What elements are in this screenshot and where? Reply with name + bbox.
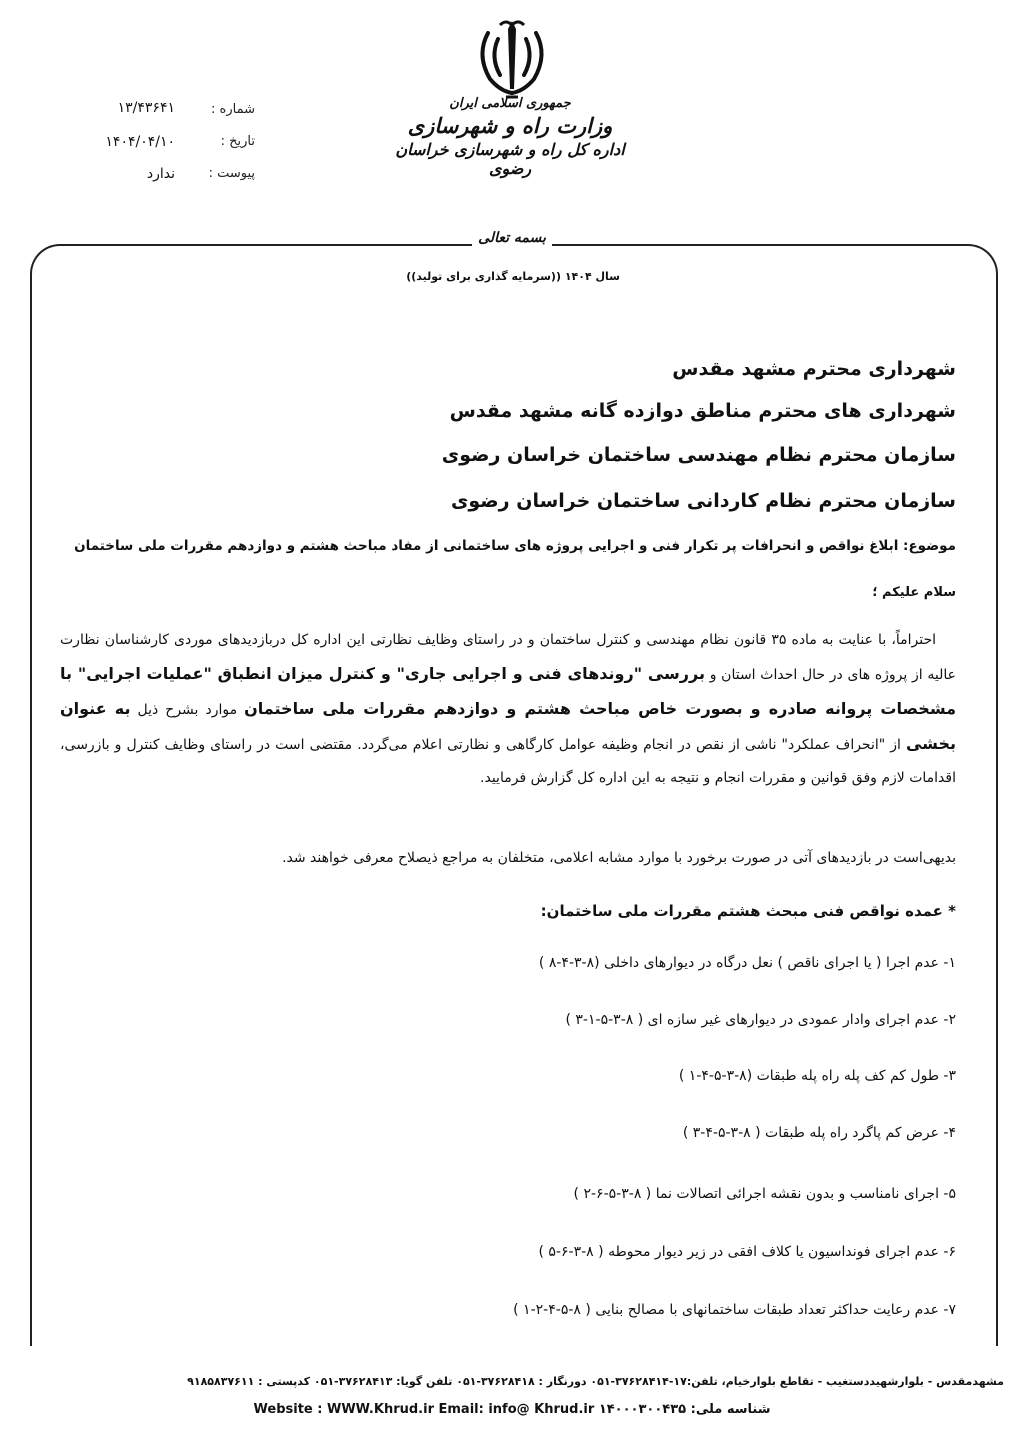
recipient-3: سازمان محترم نظام مهندسی ساختمان خراسان رضوی: [441, 444, 956, 466]
footer-web: Website : WWW.Khrud.ir Email: info@ Khrud.ir: [253, 1402, 595, 1417]
year-slogan: سال ۱۴۰۴ ((سرمایه گذاری برای تولید)): [406, 270, 620, 283]
date-value: ۱۴۰۴/۰۴/۱۰: [105, 134, 175, 150]
body-paragraph-2: بدیهی‌است در بازدیدهای آتی در صورت برخورد با موارد مشابه اعلامی، متخلفان به مراجع ذیصلاح معرفی خواهند شد.: [282, 850, 956, 866]
footer-contact: [20, 1402, 1004, 1417]
organization-block: [390, 96, 630, 178]
attachment-value: ندارد: [146, 166, 175, 182]
defect-item-3: ۳- طول کم کف پله راه پله طبقات (۸-۳-۵-۴-۱ ): [678, 1068, 956, 1084]
recipient-4: سازمان محترم نظام کاردانی ساختمان خراسان رضوی: [450, 490, 956, 512]
recipient-1: شهرداری محترم مشهد مقدس: [672, 358, 956, 380]
recipient-2: شهرداری های محترم مناطق دوازده گانه مشهد مقدس: [449, 400, 956, 422]
body-text-a: احتراماً، با عنایت به ماده ۳۵ قانون نظام مهندسی و کنترل ساختمان و در راستای وظایف نظارتی این اداره کل دربازدیدهای موردی کارشناسان نظارت عالیه از پروژه های در حال احداث استان و: [60, 632, 956, 683]
subject-line: موضوع: ابلاغ نواقص و انحرافات پر تکرار فنی و اجرایی پروژه های ساختمانی از مفاد مباحث هشتم و دوازدهم مقررات ملی ساختمان: [74, 538, 956, 554]
number-value: ۱۳/۴۳۶۴۱: [117, 100, 175, 116]
defect-item-1: ۱- عدم اجرا ( یا اجرای ناقص ) نعل درگاه در دیوارهای داخلی (۸-۳-۴-۸ ): [538, 955, 956, 971]
greeting: سلام علیکم ؛: [872, 585, 956, 600]
body-bold-2: به عنوان بخشی: [60, 699, 956, 753]
footer-national-id: شناسه ملی: ۱۴۰۰۰۳۰۰۴۳۵: [598, 1402, 771, 1417]
date-label: تاریخ :: [220, 134, 255, 149]
defects-heading: * عمده نواقص فنی مبحث هشتم مقررات ملی ساختمان:: [540, 902, 956, 920]
bismillah: بسمه تعالی: [472, 230, 552, 256]
number-label: شماره :: [211, 102, 255, 117]
ministry-name: وزارت راه و شهرسازی: [407, 113, 613, 138]
attachment-label: پیوست :: [208, 166, 255, 181]
body-text-d: از "انحراف عملکرد" ناشی از نقص در انجام وظیفه عوامل کارگاهی و نظارتی اعلام می‌گردد. مقتضی است در راستای وظایف کنترل و بازرسی، اقدامات لازم وفق قوانین و مقررات انجام و نتیجه به این اداره کل گزارش فرمایید.: [60, 737, 956, 786]
emblem-icon: [470, 15, 554, 101]
defect-item-7: ۷- عدم رعایت حداکثر تعداد طبقات ساختمانهای با مصالح بنایی ( ۸-۵-۴-۲-۱ ): [513, 1302, 956, 1318]
defect-item-6: ۶- عدم اجرای فونداسیون یا کلاف افقی در زیر دیوار محوطه ( ۸-۳-۶-۵ ): [538, 1244, 956, 1260]
footer-address: مشهدمقدس - بلوارشهیددستغیب - تقاطع بلوارخیام، تلفن:۱۷-۳۷۶۲۸۴۱۴-۰۵۱ دورنگار : ۳۷۶۲۸۴۱۸-۰۵۱ تلفن گویا: ۳۷۶۲۸۴۱۳-۰۵۱ کدپستی : ۹۱۸۵۸۳۷۶۱۱: [187, 1375, 1004, 1388]
defect-item-2: ۲- عدم اجرای وادار عمودی در دیوارهای غیر سازه ای ( ۸-۳-۵-۱-۳ ): [565, 1012, 956, 1028]
defect-item-4: ۴- عرض کم پاگرد راه پله طبقات ( ۸-۳-۵-۴-۳ ): [682, 1125, 956, 1141]
body-paragraph-1: [60, 624, 956, 795]
defect-item-5: ۵- اجرای نامناسب و بدون نقشه اجرائی اتصالات نما ( ۸-۳-۵-۶-۲ ): [573, 1186, 956, 1202]
body-bold-1: بررسی "روندهای فنی و اجرایی جاری" و کنترل میزان انطباق "عملیات اجرایی" با مشخصات پروانه صادره و بصورت خاص مباحث هشتم و دوازدهم مقررات ملی ساختمان: [60, 664, 956, 718]
department-name: اداره کل راه و شهرسازی خراسان رضوی: [395, 140, 625, 178]
body-text-c: موارد بشرح ذیل: [130, 702, 245, 718]
country-name: جمهوری اسلامی ایران: [449, 96, 571, 111]
